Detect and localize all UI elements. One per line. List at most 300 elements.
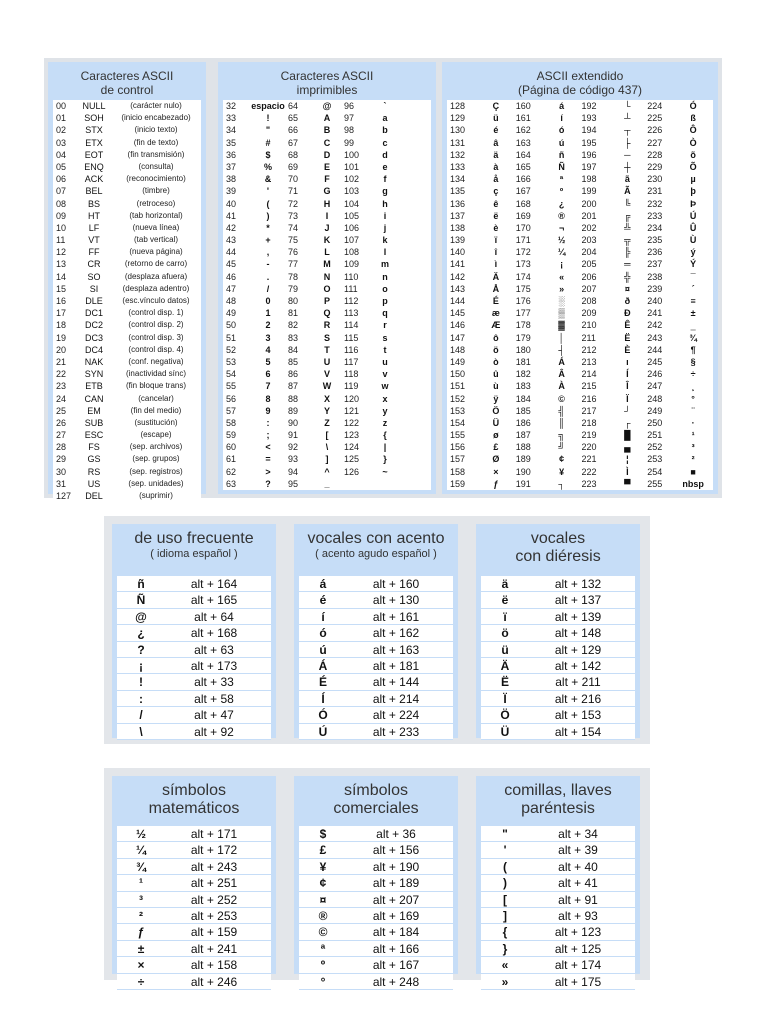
ascii-char: Å [492, 283, 500, 294]
char-code: 15 [56, 283, 67, 294]
char-code: 225 [647, 113, 663, 124]
control-description: (desplaza adentro) [122, 283, 190, 293]
ascii-char: y [382, 405, 388, 416]
special-char: ¹ [139, 876, 143, 891]
control-abbrev: HT [88, 210, 100, 221]
table-row [223, 161, 431, 173]
card-title: vocales con acento [307, 530, 445, 547]
list-item [481, 674, 635, 690]
special-char: { [502, 925, 508, 940]
list-item [481, 658, 635, 674]
char-code: 01 [56, 113, 67, 124]
char-code: 19 [56, 332, 67, 343]
ascii-char: Õ [689, 161, 697, 172]
list-item [299, 691, 453, 707]
alt-code: alt + 41 [558, 876, 598, 891]
table-row [447, 307, 713, 319]
control-description: (control disp. 2) [128, 320, 184, 330]
char-code: 216 [581, 393, 597, 404]
char-code: 161 [515, 113, 531, 124]
table-row [223, 393, 431, 405]
ascii-char: ƒ [493, 478, 499, 489]
control-description: (consulta) [138, 161, 174, 171]
char-code: 72 [288, 198, 299, 209]
char-code: 192 [581, 101, 597, 111]
table-row [447, 405, 713, 417]
char-code: 230 [647, 174, 663, 185]
ascii-char: ¼ [557, 247, 566, 258]
char-code: 46 [226, 271, 237, 282]
ascii-char: Á [558, 356, 565, 367]
special-char: ½ [135, 827, 146, 841]
char-code: 171 [515, 235, 531, 246]
alt-code: alt + 214 [372, 691, 420, 706]
table-row [53, 307, 201, 319]
char-code: 188 [515, 442, 531, 453]
char-code: 76 [288, 247, 299, 258]
card-subtitle: ( acento agudo español ) [315, 548, 437, 560]
char-code: 31 [56, 478, 67, 489]
ascii-char: ╠ [624, 247, 631, 258]
table-row [447, 332, 713, 344]
table-row [447, 100, 713, 112]
alt-code: alt + 154 [554, 724, 602, 739]
alt-code: alt + 233 [372, 724, 420, 739]
char-code: 67 [288, 137, 299, 148]
ascii-char: á [559, 101, 565, 111]
table-row [223, 368, 431, 380]
alt-code: alt + 47 [194, 708, 234, 723]
alt-code: alt + 172 [190, 843, 238, 858]
ascii-char: j [383, 222, 387, 233]
list-item [481, 625, 635, 641]
table-row [53, 429, 201, 441]
table-row [53, 124, 201, 136]
table-row [53, 246, 201, 258]
special-char: $ [319, 827, 327, 841]
char-code: 55 [226, 381, 237, 392]
list-item [481, 908, 635, 924]
char-code: 255 [647, 478, 663, 489]
alt-code: alt + 243 [190, 859, 238, 874]
control-abbrev: US [87, 478, 101, 489]
list-item [117, 875, 271, 891]
char-code: 186 [515, 417, 531, 428]
char-code: 236 [647, 247, 663, 258]
char-code: 69 [288, 161, 299, 172]
control-description: (sustitución) [134, 417, 178, 427]
table-row [223, 344, 431, 356]
char-code: 138 [450, 222, 466, 233]
ascii-char: º [559, 186, 564, 197]
ascii-char: U [323, 356, 331, 367]
char-code: 118 [344, 369, 359, 380]
char-code: 166 [515, 174, 531, 185]
alt-code: alt + 63 [194, 642, 234, 657]
alt-code: alt + 144 [372, 675, 420, 690]
char-code: 252 [647, 442, 663, 453]
ascii-char: Y [323, 405, 330, 416]
table-row [53, 210, 201, 222]
ascii-char: ┼ [624, 161, 631, 172]
char-code: 195 [581, 137, 597, 148]
ascii-char: ý [690, 247, 696, 258]
char-code: 139 [450, 235, 466, 246]
char-code: 169 [515, 210, 531, 221]
ascii-char: p [382, 296, 388, 306]
alt-code: alt + 161 [372, 609, 420, 624]
special-char: « [501, 958, 509, 973]
char-code: 239 [647, 283, 663, 294]
char-code: 77 [288, 259, 299, 270]
ascii-char: z [382, 417, 388, 428]
char-code: 123 [344, 430, 360, 441]
control-abbrev: RS [87, 466, 101, 477]
table-row [53, 368, 201, 380]
control-abbrev: NULL [82, 101, 106, 111]
alt-code: alt + 181 [372, 658, 420, 673]
ascii-char: ╩ [624, 222, 631, 233]
ascii-char: ï [494, 235, 498, 246]
char-code: 22 [56, 369, 67, 380]
char-code: 36 [226, 149, 237, 160]
table-row [447, 173, 713, 185]
char-code: 155 [450, 430, 466, 441]
char-code: 219 [581, 430, 597, 441]
ascii-char: ╗ [558, 430, 565, 441]
ascii-char: ┤ [558, 344, 565, 355]
card-title: de uso frecuente [134, 530, 254, 547]
char-code: 61 [226, 454, 237, 465]
table-row [447, 393, 713, 405]
special-char: ö [501, 626, 509, 641]
alt-code: alt + 137 [554, 593, 602, 608]
control-abbrev: VT [88, 235, 100, 246]
table-row [447, 271, 713, 283]
ascii-char: \ [325, 442, 329, 453]
control-description: (fin transmisión) [127, 149, 185, 159]
ascii-char: ç [493, 186, 499, 197]
char-code: 59 [226, 430, 237, 441]
control-abbrev: ACK [84, 174, 104, 185]
char-code: 94 [288, 466, 299, 477]
list-item [299, 609, 453, 625]
alt-code: alt + 167 [372, 958, 420, 973]
ascii-char: J [324, 222, 330, 233]
ascii-char: _ [324, 478, 330, 489]
ascii-char: Ã [624, 186, 631, 197]
char-code: 148 [450, 344, 466, 355]
char-code: 177 [515, 308, 531, 319]
alt-code: alt + 207 [372, 892, 420, 907]
char-code: 62 [226, 466, 237, 477]
char-code: 233 [647, 210, 663, 221]
ascii-char: ò [493, 356, 499, 367]
ascii-char: [ [325, 430, 329, 441]
table-row [223, 198, 431, 210]
table-row [53, 173, 201, 185]
char-code: 127 [56, 491, 72, 501]
ascii-char: ¡ [560, 259, 564, 270]
char-code: 240 [647, 296, 663, 306]
ascii-char: ░ [558, 296, 565, 306]
ascii-char: : [266, 417, 270, 428]
special-char: ) [503, 876, 507, 891]
special-char: Ñ [136, 593, 146, 608]
alt-code: alt + 36 [376, 827, 416, 841]
alt-code: alt + 171 [190, 827, 238, 841]
ascii-char: n [382, 271, 388, 282]
char-code: 193 [581, 113, 597, 124]
table-row [223, 441, 431, 453]
special-char: ¼ [135, 843, 146, 858]
char-code: 144 [450, 296, 466, 306]
ascii-char: ▓ [558, 320, 565, 331]
list-item [481, 892, 635, 908]
ascii-char: ╔ [624, 210, 631, 221]
special-char: ' [503, 843, 507, 858]
ascii-char: ® [558, 210, 565, 221]
table-row [223, 234, 431, 246]
char-code: 227 [647, 137, 663, 148]
char-code: 82 [288, 320, 299, 331]
table-row [53, 161, 201, 173]
char-code: 41 [226, 210, 237, 221]
char-code: 108 [344, 247, 360, 258]
list-item [481, 941, 635, 957]
char-code: 245 [647, 356, 663, 367]
printable-chars-title [218, 62, 436, 97]
char-code: 91 [288, 430, 299, 441]
ascii-char: g [382, 186, 388, 197]
special-char: ü [501, 642, 509, 657]
ascii-char: H [323, 198, 331, 209]
ascii-char: ┴ [624, 113, 631, 124]
ascii-char: o [382, 283, 388, 294]
control-chars-panel [48, 62, 206, 501]
ascii-char: ┐ [558, 478, 565, 489]
ascii-char: k [382, 235, 388, 246]
ascii-char: Ï [626, 393, 629, 404]
char-code: 109 [344, 259, 360, 270]
char-code: 23 [56, 381, 67, 392]
char-code: 181 [515, 356, 531, 367]
alt-code: alt + 92 [194, 724, 234, 739]
list-item [299, 707, 453, 723]
special-char: © [318, 925, 328, 940]
char-code: 146 [450, 320, 466, 331]
char-code: 180 [515, 344, 531, 355]
ascii-char: ▒ [558, 308, 565, 319]
alt-code: alt + 175 [554, 974, 602, 989]
char-code: 103 [344, 186, 360, 197]
ascii-char: ¾ [689, 332, 697, 343]
table-row [223, 319, 431, 331]
special-char: Ö [500, 708, 510, 723]
char-code: 246 [647, 369, 663, 380]
char-code: 63 [226, 478, 237, 489]
char-code: 136 [450, 198, 466, 209]
char-code: 117 [344, 356, 359, 367]
ascii-char: < [265, 442, 271, 453]
table-row [223, 453, 431, 465]
ascii-char: ì [494, 259, 498, 270]
char-code: 98 [344, 125, 355, 136]
table-row [223, 478, 431, 490]
char-code: 93 [288, 454, 299, 465]
char-code [344, 478, 368, 490]
char-code: 211 [581, 332, 596, 343]
list-item [117, 609, 271, 625]
ascii-char: h [382, 198, 388, 209]
ascii-char: ¦ [626, 454, 629, 465]
ascii-char: Ü [492, 417, 500, 428]
list-item [117, 691, 271, 707]
char-code: 164 [515, 149, 531, 160]
char-code: 125 [344, 454, 360, 465]
table-row [223, 246, 431, 258]
ascii-char: µ [690, 174, 696, 185]
char-code: 11 [56, 235, 66, 246]
char-code: 231 [647, 186, 663, 197]
table-row [223, 307, 431, 319]
char-code: 09 [56, 210, 67, 221]
list-item [481, 859, 635, 875]
char-code: 249 [647, 405, 663, 416]
char-code: 105 [344, 210, 360, 221]
ascii-char: ¢ [559, 454, 565, 465]
char-code: 51 [226, 332, 237, 343]
alt-code: alt + 142 [554, 658, 602, 673]
alt-code: alt + 34 [558, 827, 598, 841]
ascii-char: nbsp [682, 478, 704, 489]
list-item [299, 924, 453, 940]
special-char: Ü [500, 724, 510, 739]
char-code: 35 [226, 137, 237, 148]
char-code: 97 [344, 113, 355, 124]
ascii-char: Í [626, 369, 629, 380]
char-code: 13 [56, 259, 67, 270]
ascii-char: f [383, 174, 387, 185]
ascii-char: À [558, 381, 565, 392]
char-code: 172 [515, 247, 531, 258]
char-code: 129 [450, 113, 466, 124]
table-row [53, 185, 201, 197]
ascii-char: | [383, 442, 387, 453]
char-code: 73 [288, 210, 299, 221]
table-row [53, 271, 201, 283]
ascii-char: @ [322, 101, 332, 111]
ascii-char: q [382, 308, 388, 319]
special-char: ñ [137, 577, 145, 591]
ascii-char: ù [493, 381, 499, 392]
list-item [299, 974, 453, 990]
extended-chars-title [442, 62, 718, 97]
char-code: 03 [56, 137, 67, 148]
char-code: 149 [450, 356, 466, 367]
ascii-char: Æ [491, 320, 501, 331]
char-code: 07 [56, 186, 67, 197]
char-code: 174 [515, 271, 531, 282]
special-char: Ó [318, 708, 328, 723]
ascii-char: W [322, 381, 332, 392]
control-description: (retorno de carro) [124, 259, 188, 269]
ascii-char: r [383, 320, 387, 331]
special-char: ¾ [135, 859, 146, 874]
char-code: 21 [56, 356, 67, 367]
char-code: 157 [450, 454, 466, 465]
char-code: 33 [226, 113, 237, 124]
char-code: 153 [450, 405, 466, 416]
list-item [299, 875, 453, 891]
alt-code: alt + 129 [554, 642, 602, 657]
alt-code: alt + 168 [190, 626, 238, 641]
char-code: 02 [56, 125, 67, 136]
ascii-char: T [324, 344, 330, 355]
ascii-char: ╦ [624, 235, 631, 246]
control-title-line1: Caracteres ASCII [80, 69, 174, 83]
control-description: (sep. grupos) [132, 454, 180, 464]
control-abbrev: DC4 [84, 344, 103, 355]
ascii-char: ═ [624, 259, 631, 270]
char-code: 00 [56, 101, 67, 111]
ascii-char: P [323, 296, 330, 306]
ascii-char: 0 [265, 296, 271, 306]
control-description: (tab horizontal) [129, 210, 183, 220]
char-code: 132 [450, 149, 466, 160]
table-row [223, 332, 431, 344]
alt-code: alt + 251 [190, 876, 238, 891]
table-row [223, 380, 431, 392]
ascii-char: ║ [558, 417, 565, 428]
table-row [447, 283, 713, 295]
ascii-char: « [559, 271, 565, 282]
char-code: 151 [450, 381, 466, 392]
char-code: 244 [647, 344, 663, 355]
ascii-char: E [323, 161, 330, 172]
special-char: ¿ [137, 626, 145, 641]
char-code: 96 [344, 101, 355, 111]
ascii-char: 9 [265, 405, 271, 416]
table-row [223, 100, 431, 112]
list-item [117, 724, 271, 740]
ascii-char: ² [691, 454, 695, 465]
special-char: ª [320, 941, 326, 956]
shortcut-card [112, 524, 276, 738]
alt-code: alt + 241 [190, 941, 238, 956]
char-code: 110 [344, 271, 359, 282]
ascii-char: Z [324, 417, 330, 428]
ascii-char: ¨ [691, 405, 695, 416]
ascii-char: ( [266, 198, 270, 209]
alt-code: alt + 173 [190, 658, 238, 673]
printable-title-line1: Caracteres ASCII [280, 69, 374, 83]
control-description: (tab vertical) [133, 235, 178, 245]
card-title: símbolos [161, 782, 227, 799]
char-code: 107 [344, 235, 360, 246]
control-description: (esc.vínculo datos) [122, 296, 190, 305]
control-description: (fin de texto) [133, 137, 179, 147]
char-code: 154 [450, 417, 466, 428]
char-code: 196 [581, 149, 597, 160]
ascii-char: Ý [690, 259, 697, 270]
alt-code: alt + 153 [554, 708, 602, 723]
char-code: 198 [581, 174, 597, 185]
char-code: 175 [515, 283, 531, 294]
ascii-char: = [265, 454, 271, 465]
char-code: 217 [581, 405, 597, 416]
special-char: } [502, 941, 508, 956]
